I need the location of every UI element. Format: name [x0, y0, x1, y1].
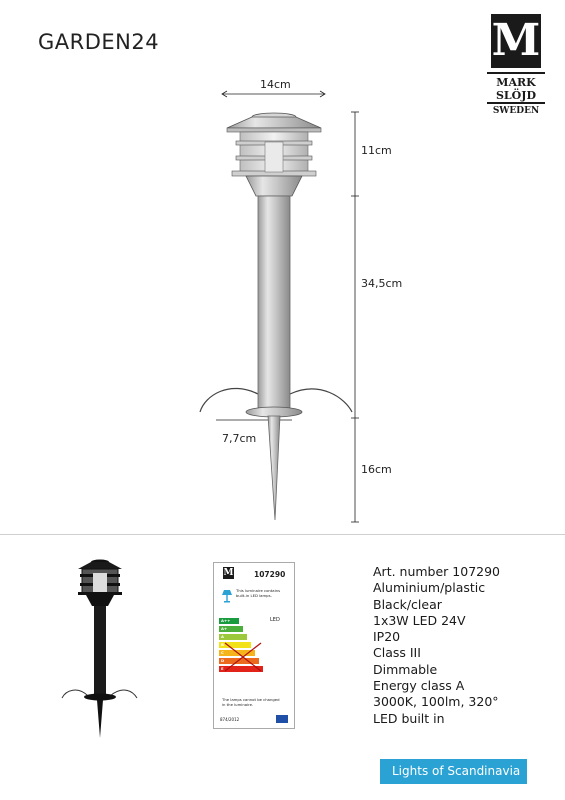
divider — [0, 534, 565, 535]
page-title: GARDEN24 — [38, 30, 160, 54]
spec-item: Energy class A — [373, 678, 465, 694]
lamp-head — [227, 113, 321, 196]
energy-label-brand: M — [223, 568, 234, 578]
lamp-base — [246, 407, 302, 417]
brand-line3: SWEDEN — [487, 102, 545, 116]
footer-banner — [380, 759, 527, 784]
dim-height-spike: 16cm — [361, 463, 392, 476]
spec-list — [373, 564, 500, 727]
energy-label-info: This luminaire contains built-in LED lamps. — [236, 588, 281, 598]
energy-class-app: A++ — [219, 618, 239, 624]
spec-item: Class III — [373, 645, 421, 661]
lamp-icon — [221, 589, 233, 603]
brand-line1: MARK — [487, 72, 545, 89]
energy-class-b: B — [219, 642, 251, 648]
dim-width-top: 14cm — [260, 78, 291, 91]
energy-class-e: E — [219, 666, 263, 672]
footer-text: Lights of Scandinavia — [392, 764, 521, 778]
spec-item: Aluminium/plastic — [373, 580, 486, 596]
brand-mark: M — [491, 15, 541, 66]
energy-label-regulation: 874/2012 — [220, 717, 240, 722]
dim-height-head: 11cm — [361, 144, 392, 157]
spec-item: Art. number 107290 — [373, 564, 501, 579]
dim-height-pole: 34,5cm — [361, 277, 403, 290]
product-photo — [60, 556, 140, 738]
energy-class-d: D — [219, 658, 259, 664]
spec-item: 3000K, 100lm, 320° — [373, 694, 499, 710]
eu-flag-icon — [276, 715, 288, 723]
energy-label-note: The lamps cannot be changed in the luminaire. — [222, 697, 280, 707]
energy-class-c: C — [219, 650, 255, 656]
energy-label-article: 107290 — [254, 570, 286, 579]
spec-item: 1x3W LED 24V — [373, 612, 466, 628]
energy-label-led: LED — [270, 617, 280, 623]
dim-width-pole: 7,7cm — [222, 432, 257, 445]
energy-label — [213, 562, 295, 729]
lamp-spike — [268, 416, 280, 520]
energy-class-a: A — [219, 634, 247, 640]
spec-item: Dimmable — [373, 661, 438, 677]
spec-item: IP20 — [373, 629, 401, 645]
lamp-pole — [258, 196, 290, 408]
energy-cross — [219, 641, 265, 673]
energy-class-ap: A+ — [219, 626, 243, 632]
spec-item: LED built in — [373, 710, 445, 726]
brand-line2: SLÖJD — [495, 89, 536, 102]
spec-item: Black/clear — [373, 596, 442, 612]
